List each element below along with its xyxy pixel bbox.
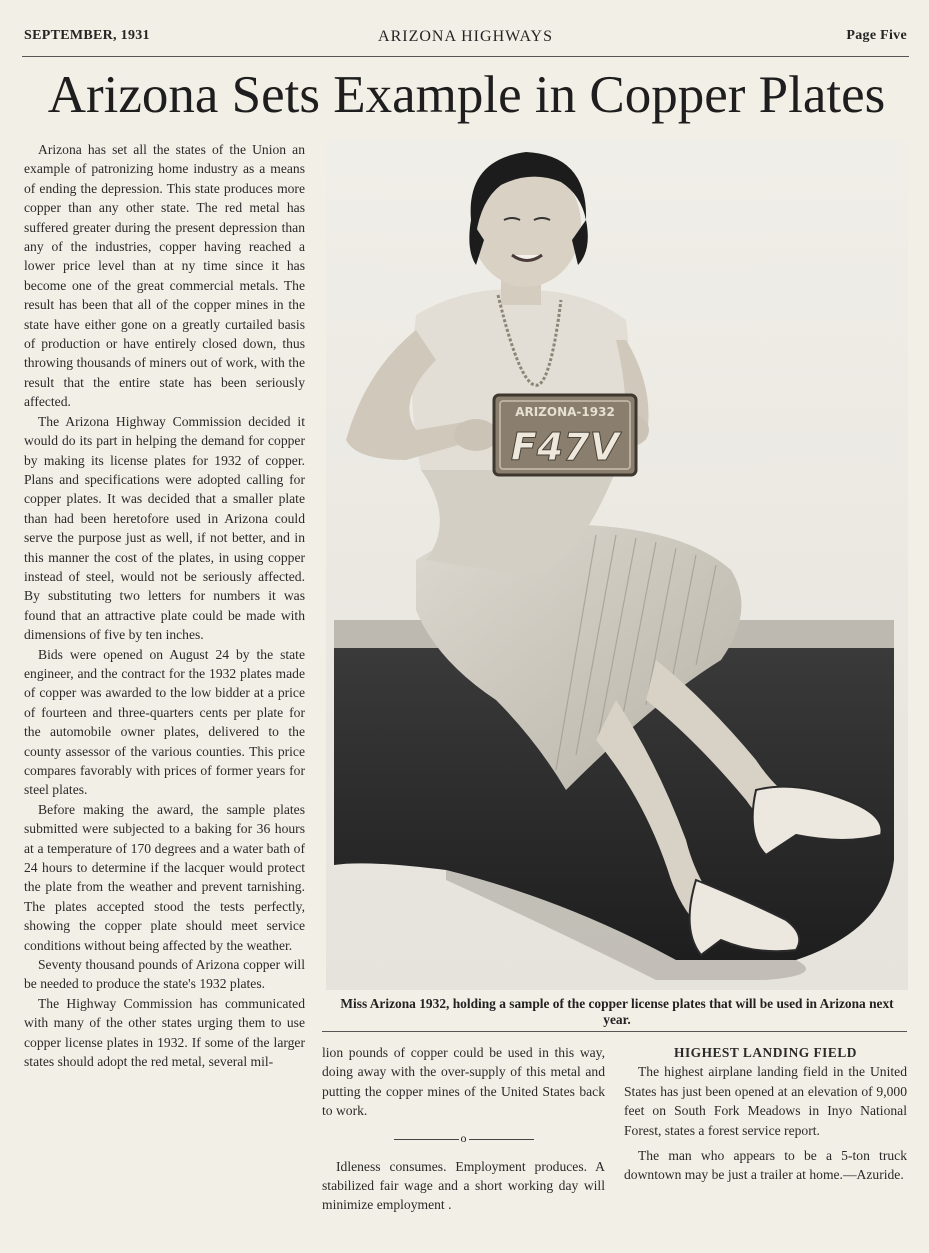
plate-state-year: ARIZONA-1932 [515,405,615,419]
article-paragraph: Bids were opened on August 24 by the state engineer, and the contract for the 1932 plates made of copper was awarded to the low bidder at a price of fourteen and three-quarters cents per plate for the automobile owner plates, delivered to the county assessor of the various counties. This price compares favorably with prices of former years for steel plates. [24,646,305,798]
article-paragraph: Before making the award, the sample plates submitted were subjected to a baking for 36 hours at a temperature of 170 degrees and a water bath of 24 hours to determine if the lacquer would protect the plate from the weather and prevent tarnishing. The plates accepted stood the tests perfectly, showing the copper plate should meet service conditions without being affected by the weather. [24,801,305,953]
plate-number: F47V [510,425,620,469]
filler-item: Idleness consumes. Employment produces. A stabilized fair wage and a short working day will minimize employment . [322,1158,605,1213]
article-column-2 [322,1043,605,1215]
header-rule [22,56,909,57]
article-continuation: lion pounds of copper could be used in this way, doing away with the over-supply of this metal and putting the copper mines of the United States back to work. [322,1045,605,1119]
caption-rule [322,1031,907,1032]
article-title: Arizona Sets Example in Copper Plates [47,66,886,124]
article-column-1 [24,140,305,1072]
page-number: Page Five [846,28,907,43]
article-paragraph: Arizona has set all the states of the Union an example of patronizing home industry as a means of ending the depression. This state produces more copper than any other state. The red metal has suffered greater during the present depression than any of the industries, copper having reached a lower price level than at ny time since it has become one of the great commercial metals. The result has been that all of the copper mines in the state have either gone on a greatly curtailed basis of production or have entirely closed down, thus throwing thousands of miners out of work, with the result that the entire state has been seriously affected. [24,142,305,410]
sidebar-column [624,1043,907,1185]
publication-name: ARIZONA HIGHWAYS [378,28,553,45]
photo-caption: Miss Arizona 1932, holding a sample of the copper license plates that will be used in Arizona next year. [340,996,894,1027]
article-paragraph: The Highway Commission has communicated with many of the other states urging them to use copper license plates in 1932. If some of the larger states should adopt the red metal, several mil- [24,995,305,1070]
article-paragraph: The Arizona Highway Commission decided it would do its part in helping the demand for copper by making its license plates for 1932 of copper. Plans and specifications were adopted calling for copper plates. It was decided that a smaller plate than had been heretofore used in Arizona could serve the purpose just as well, if not better, and in this manner the cost of the plates, in using copper instead of steel, would not be seriously affected. By substituting two letters for numbers it was found that an attractive plate could be made with dimensions of five by ten inches. [24,413,305,643]
section-separator [394,1130,534,1145]
sidebar-heading: HIGHEST LANDING FIELD [674,1045,857,1060]
separator-glyph: o [460,1130,467,1145]
photograph-illustration [326,140,908,990]
sidebar-paragraph: The man who appears to be a 5-ton truck downtown may be just a trailer at home.—Azuride. [624,1148,907,1183]
article-paragraph: Seventy thousand pounds of Arizona copper will be needed to produce the state's 1932 plates. [24,957,305,992]
sidebar-paragraph: The highest airplane landing field in the United States has just been opened at an elevation of 9,000 feet on South Fork Meadows in Inyo National Forest, states a forest service report. [624,1064,907,1138]
page-header [24,28,907,50]
issue-date: SEPTEMBER, 1931 [24,28,150,43]
photograph-miss-arizona [326,140,908,990]
